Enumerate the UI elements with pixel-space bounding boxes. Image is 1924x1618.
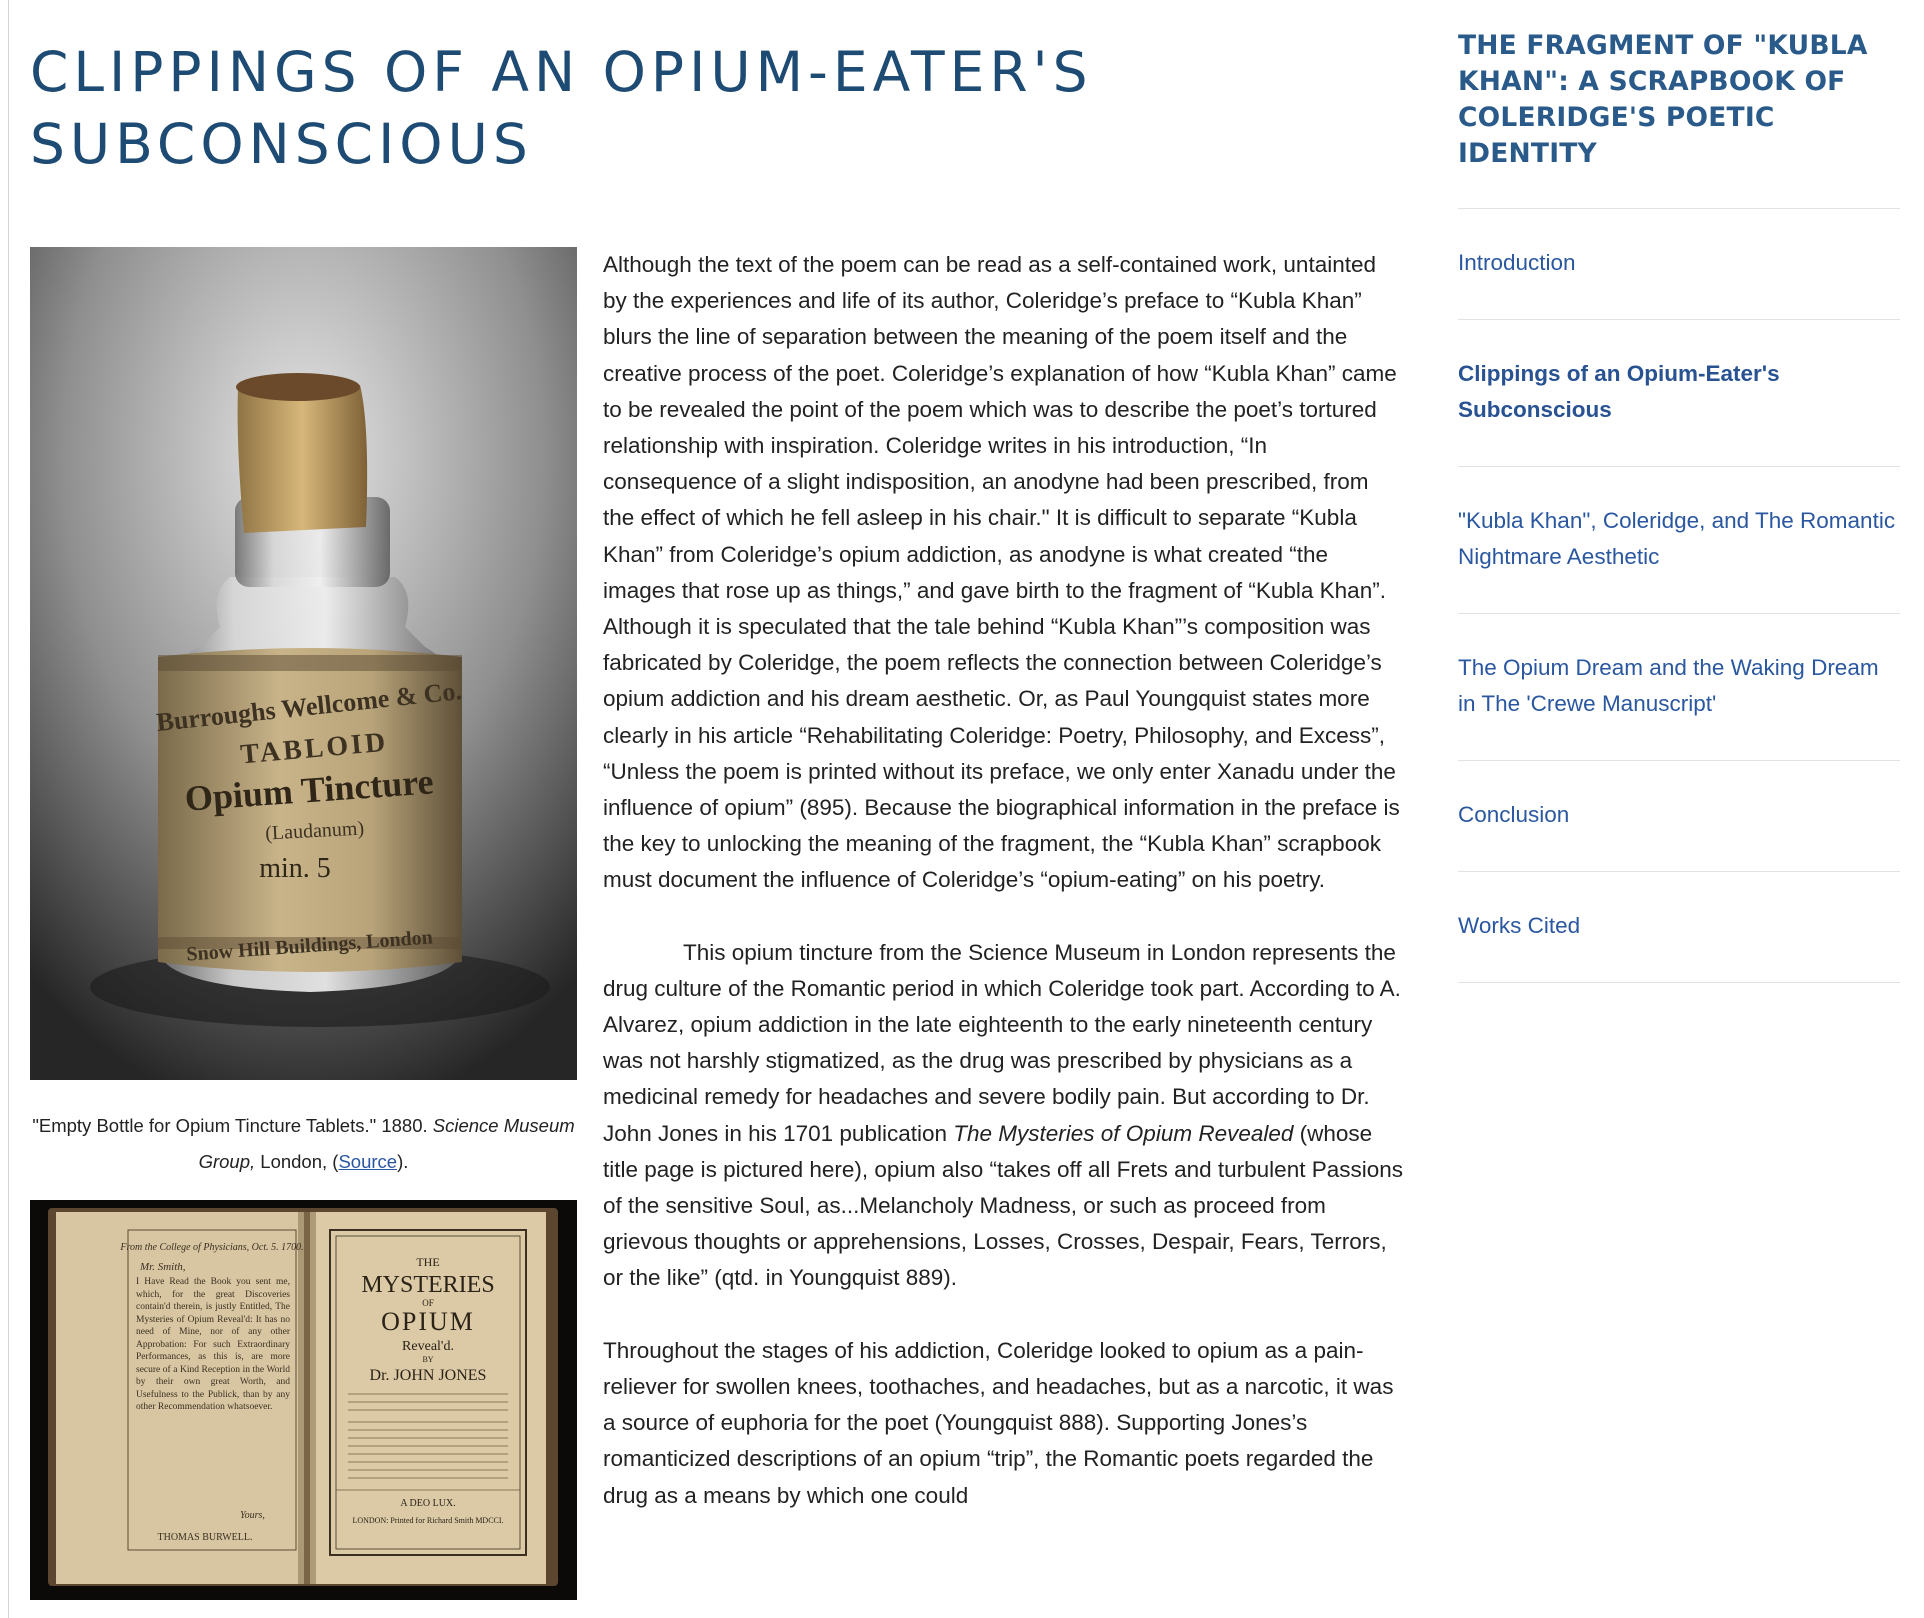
page-left-border	[8, 0, 9, 1618]
right-page-motto: A DEO LUX.	[400, 1498, 456, 1509]
right-page-of: OF	[422, 1298, 434, 1308]
mysteries-of-opium-book-image	[30, 1200, 577, 1600]
article-paragraph-1: Although the text of the poem can be read as a self-contained work, untainted by the experiences and life of its author, Coleridge’s preface to “Kubla Khan” blurs the line of separation between the meaning of the poem itself and the creative process of the poet. Coleridge’s explanation of how “Kubla Khan” came to be revealed the point of the poem which was to describe the poet’s tortured relationship with inspiration. Coleridge writes in his introduction, “In consequence of a slight indisposition, an anodyne had been prescribed, from the effect of which he fell asleep in his chair." It is difficult to separate “Kubla Khan” from Coleridge’s opium addiction, as anodyne is what created “the images that rose up as things,” and gave birth to the fragment of “Kubla Khan”. Although it is speculated that the tale behind “Kubla Khan”’s composition was fabricated by Coleridge, the poem reflects the connection between Coleridge’s opium addiction and his dream aesthetic. Or, as Paul Youngquist states more clearly in his article “Rehabilitating Coleridge: Poetry, Philosophy, and Excess”, “Unless the poem is printed without its preface, we only enter Xanadu under the influence of opium” (895). Because the biographical information in the preface is the key to unlocking the meaning of the fragment, the “Kubla Khan” scrapbook must document the influence of Coleridge’s “opium-eating” on his poetry.	[603, 252, 1400, 893]
right-page-the: THE	[416, 1255, 440, 1269]
left-page-closing: Yours,	[240, 1510, 265, 1521]
opium-bottle-image	[30, 247, 577, 1080]
nav-item-works-cited[interactable]: Works Cited	[1458, 872, 1900, 983]
bottle-label-maker: Burroughs Wellcome & Co.	[155, 676, 464, 737]
left-page-signature: THOMAS BURWELL.	[157, 1532, 253, 1543]
sidebar-nav	[1458, 209, 1900, 983]
bottle-label-dose: min. 5	[259, 853, 331, 884]
nav-item-romantic-nightmare[interactable]: "Kubla Khan", Coleridge, and The Romantic Nightmare Aesthetic	[1458, 467, 1900, 614]
bottle-label-product: Opium Tincture	[183, 761, 435, 819]
nav-item-clippings[interactable]: Clippings of an Opium-Eater's Subconscious	[1458, 320, 1900, 467]
right-page-opium: OPIUM	[381, 1307, 475, 1336]
caption-source-link[interactable]: Source	[338, 1151, 398, 1172]
left-page-heading: From the College of Physicians, Oct. 5. 1700.	[120, 1242, 304, 1253]
right-page-author: Dr. JOHN JONES	[369, 1367, 487, 1384]
left-page-body: I Have Read the Book you sent me, which, for the great Discoveries contain'd therein, is justly Entitled, The Mysteries of Opium Reveal'd: It has no need of Mine, nor of any other Approbation: For such Extraordinary Performances, as this is, are more secure of a Kind Reception in the World by their own great Worth, and Usefulness to the Publick, than by any other Recommendation whatsoever.	[136, 1277, 290, 1412]
figure1-caption: "Empty Bottle for Opium Tincture Tablets." 1880. Science Museum Group, London, (Source).	[32, 1115, 575, 1172]
sidebar	[1458, 28, 1900, 983]
article-body	[603, 247, 1403, 1550]
left-page-salutation: Mr. Smith,	[140, 1261, 186, 1273]
bottle-label-subtitle: (Laudanum)	[264, 817, 365, 845]
article-paragraph-2: This opium tincture from the Science Museum in London represents the drug culture of the Romantic period in which Coleridge took part. According to A. Alvarez, opium addiction in the late eighteenth to the early nineteenth century was not harshly stigmatized, as the drug was prescribed by physicians as a medicinal remedy for headaches and severe bodily pain. But according to Dr. John Jones in his 1701 publication The Mysteries of Opium Revealed (whose title page is pictured here), opium also “takes off all Frets and turbulent Passions of the sensitive Soul, as...Melancholy Madness, or such as proceed from grievous thoughts or apprehensions, Losses, Crosses, Despair, Fears, Terrors, or the like” (qtd. in Youngquist 889).	[603, 939, 1404, 1291]
bottle-label-address: Snow Hill Buildings, London	[185, 926, 434, 966]
right-page-by: BY	[422, 1355, 434, 1364]
nav-item-opium-dream[interactable]: The Opium Dream and the Waking Dream in The 'Crewe Manuscript'	[1458, 614, 1900, 761]
nav-item-introduction[interactable]: Introduction	[1458, 209, 1900, 320]
bottle-label-brand: TABLOID	[239, 726, 390, 771]
article-paragraph-3: Throughout the stages of his addiction, Coleridge looked to opium as a pain-reliever for swollen knees, toothaches, and headaches, but as a narcotic, it was a source of euphoria for the poet (Youngquist 888). Supporting Jones’s romanticized descriptions of an opium “trip”, the Romantic poets regarded the drug as a means by which one could	[603, 1337, 1394, 1508]
page-title: CLIPPINGS OF AN OPIUM-EATER'S SUBCONSCIOUS	[30, 40, 1093, 176]
nav-item-conclusion[interactable]: Conclusion	[1458, 761, 1900, 872]
right-page-imprint: LONDON: Printed for Richard Smith MDCCI.	[352, 1516, 504, 1525]
site-title[interactable]: THE FRAGMENT OF "KUBLA KHAN": A SCRAPBOOK OF COLERIDGE'S POETIC IDENTITY	[1458, 28, 1900, 209]
right-page-mysteries: MYSTERIES	[361, 1272, 495, 1298]
right-page-reveald: Reveal'd.	[402, 1339, 454, 1354]
